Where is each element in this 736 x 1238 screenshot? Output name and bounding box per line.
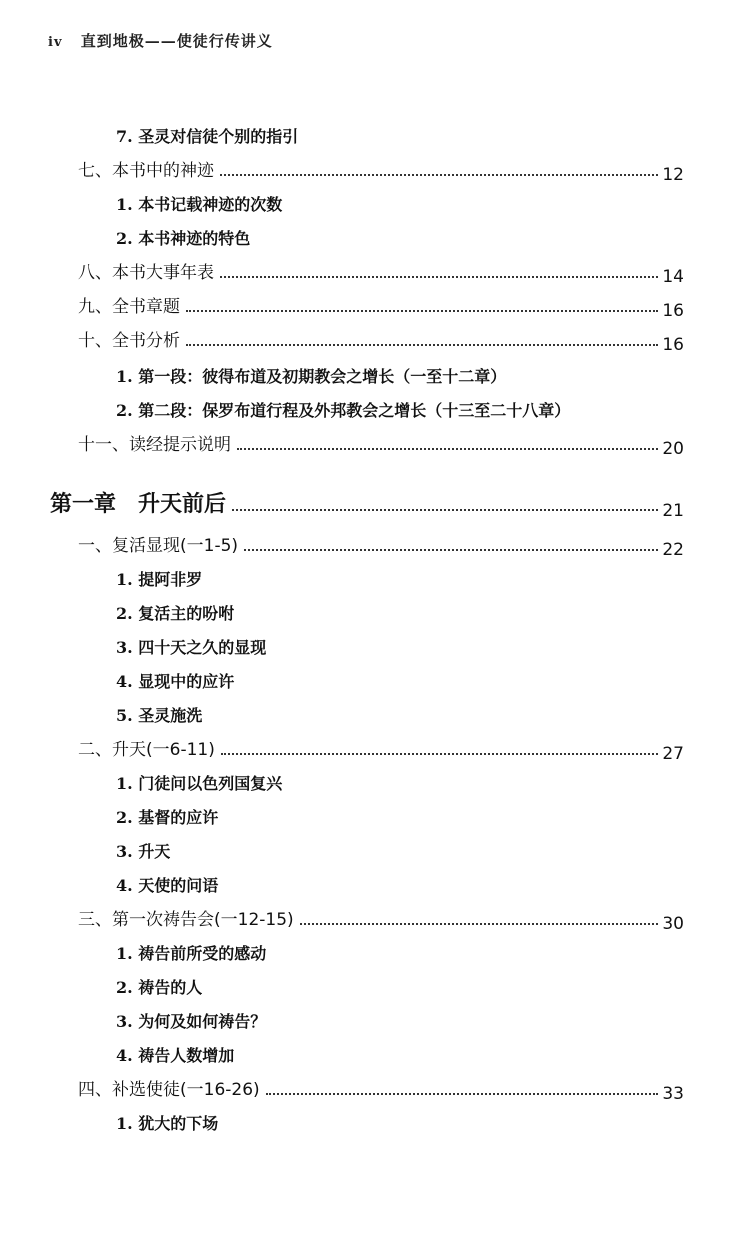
toc-entry-label: 三、第一次祷告会(一12-15) [78,910,294,930]
toc-subsection-entry [116,802,696,828]
toc-entry-label: 2. 本书神迹的特色 [116,229,251,248]
dot-leader [300,923,659,925]
toc-page-number: 20 [662,439,684,459]
dot-leader [244,549,658,551]
toc-entry-label: 二、升天(一6-11) [78,740,215,760]
toc-entry-label: 4. 显现中的应许 [116,672,235,691]
dot-leader [232,509,658,511]
toc-subsection-entry [116,1040,696,1066]
toc-subsection-entry [116,938,696,964]
toc-entry-label: 2. 复活主的吩咐 [116,604,235,623]
toc-chapter-entry [50,486,684,521]
toc-subsection-entry [116,395,696,421]
toc-subsection-entry [116,564,696,590]
toc-subsection-entry [116,972,696,998]
toc-subsection-entry [116,1108,696,1134]
toc-section-entry [78,734,684,764]
toc-page-number: 16 [662,301,684,321]
toc-entry-label: 7. 圣灵对信徒个别的指引 [116,127,299,146]
toc-section-entry [78,530,684,560]
toc-subsection-entry [116,836,696,862]
toc-entry-label: 1. 祷告前所受的感动 [116,944,267,963]
toc-entry-label: 第一章 升天前后 [50,491,227,517]
toc-entry-label: 2. 祷告的人 [116,978,203,997]
toc-entry-label: 1. 第一段：彼得布道及初期教会之增长（一至十二章） [116,367,507,386]
dot-leader [237,448,658,450]
dot-leader [186,310,658,312]
dot-leader [220,276,658,278]
toc-entry-label: 4. 祷告人数增加 [116,1046,235,1065]
dot-leader [221,753,659,755]
toc-subsection-entry [116,700,696,726]
dot-leader [186,344,658,346]
toc-subsection-entry [116,1006,696,1032]
toc-section-entry [78,257,684,287]
toc-entry-label: 九、全书章题 [78,297,180,317]
toc-page-number: 16 [662,335,684,355]
toc-subsection-entry [116,666,696,692]
toc-entry-label: 十、全书分析 [78,331,180,351]
toc-entry-label: 3. 升天 [116,842,171,861]
toc-page-number: 27 [662,744,684,764]
toc-entry-label: 四、补选使徒(一16-26) [78,1080,260,1100]
dot-leader [220,174,658,176]
toc-entry-label: 3. 四十天之久的显现 [116,638,267,657]
toc-entry-label: 七、本书中的神迹 [78,161,214,181]
toc-section-entry [78,155,684,185]
toc-entry-label: 2. 第二段：保罗布道行程及外邦教会之增长（十三至二十八章） [116,401,571,420]
toc-page-number: 22 [662,540,684,560]
toc-page-number: 12 [662,165,684,185]
toc-page-number: 14 [662,267,684,287]
toc-subsection-entry [116,768,696,794]
toc-subsection-entry [116,870,696,896]
toc-section-entry [78,291,684,321]
toc-section-entry [78,904,684,934]
toc-subsection-entry [116,121,696,147]
toc-subsection-entry [116,632,696,658]
toc-section-entry [78,1074,684,1104]
toc-entry-label: 1. 本书记载神迹的次数 [116,195,283,214]
toc-entry-label: 十一、读经提示说明 [78,435,231,455]
toc-entry-label: 5. 圣灵施洗 [116,706,203,725]
toc-section-entry [78,325,684,355]
toc-subsection-entry [116,223,696,249]
toc-entry-label: 1. 门徒问以色列国复兴 [116,774,283,793]
toc-entry-label: 3. 为何及如何祷告？ [116,1012,267,1031]
toc-entry-label: 1. 犹大的下场 [116,1114,219,1133]
toc-page-number: 33 [662,1084,684,1104]
toc-entry-label: 4. 天使的问语 [116,876,219,895]
toc-entry-label: 一、复活显现(一1-5) [78,536,239,556]
dot-leader [266,1093,659,1095]
header-page-number: iv [48,35,63,50]
header-book-title: 直到地极——使徒行传讲义 [80,32,273,50]
toc-page-number: 21 [662,501,684,521]
toc-entry-label: 2. 基督的应许 [116,808,219,827]
toc-entry-label: 1. 提阿非罗 [116,570,203,589]
toc-subsection-entry [116,189,696,215]
toc-section-entry [78,429,684,459]
toc-page-number: 30 [662,914,684,934]
toc-subsection-entry [116,598,696,624]
toc-entry-label: 八、本书大事年表 [78,263,214,283]
toc-subsection-entry [116,361,696,387]
